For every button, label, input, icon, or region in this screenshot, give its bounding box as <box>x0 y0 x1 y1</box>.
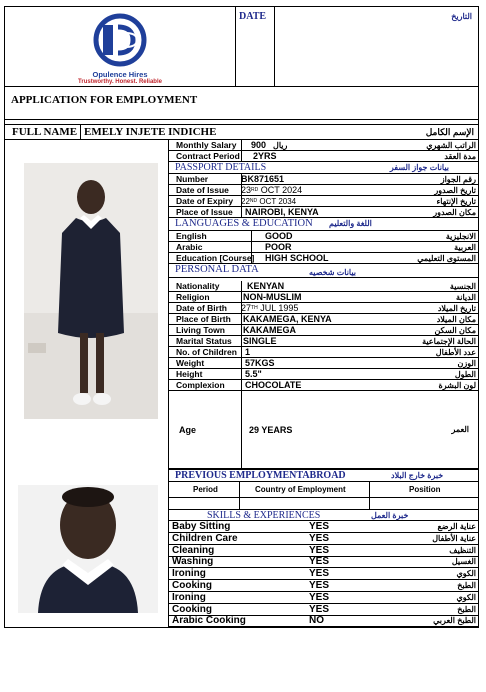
skill-name: Cooking <box>172 603 212 615</box>
personal-section-header <box>169 264 479 278</box>
education-label-ar: المستوى التعليمي <box>417 254 476 263</box>
date-field[interactable] <box>274 6 275 86</box>
expiry-date-value: 22ND OCT 2034 <box>241 197 297 206</box>
arabic-label-ar: العربية <box>454 243 476 252</box>
skill-row <box>169 580 479 592</box>
arabic-value: POOR <box>265 242 292 252</box>
portrait-photo <box>18 485 158 613</box>
arabic-label: Arabic <box>176 242 203 252</box>
children-value: 1 <box>245 347 251 357</box>
skill-row <box>169 604 479 616</box>
full-name-divider <box>80 124 81 140</box>
education-row <box>169 253 479 264</box>
english-label-ar: الانجليزية <box>445 232 476 241</box>
skill-name-ar: الغسيل <box>451 557 476 567</box>
skill-row <box>169 568 479 580</box>
nationality-value: KENYAN <box>247 281 285 291</box>
skill-name: Cooking <box>172 580 212 591</box>
date-of-birth-value: 27TH JUL 1995 <box>241 303 299 313</box>
employment-table-body <box>169 498 479 510</box>
height-label-ar: الطول <box>454 370 476 379</box>
place-of-birth-label-ar: مكان الميلاد <box>436 315 476 324</box>
living-town-row <box>169 325 479 336</box>
skill-value: YES <box>309 556 330 568</box>
nationality-label-ar: الجنسية <box>449 282 476 291</box>
header-divider <box>235 6 236 86</box>
passport-number-label: Number <box>176 174 209 184</box>
full-name-label: FULL NAME <box>12 126 78 138</box>
english-row <box>169 231 479 242</box>
skill-value: YES <box>309 544 330 556</box>
weight-value: 57KGS <box>245 358 275 368</box>
skill-name-ar: الطبخ <box>457 581 476 590</box>
monthly-salary-row <box>169 140 479 151</box>
religion-label-ar: الديانة <box>455 293 476 302</box>
previous-employment-header <box>169 469 479 482</box>
skill-name: Cleaning <box>172 544 215 556</box>
personal-section-title-ar: بيانات شخصيه <box>309 268 357 277</box>
monthly-salary-unit: ريال <box>273 141 288 150</box>
complexion-label-ar: لون البشرة <box>438 381 476 390</box>
expiry-date-label-ar: تاريخ الإنتهاء <box>436 197 476 206</box>
languages-section-title-ar: اللغة والتعليم <box>329 219 372 228</box>
skill-name: Washing <box>172 556 214 568</box>
religion-label: Religion <box>176 292 210 302</box>
children-label: No. of Children <box>176 347 237 357</box>
skill-name: Children Care <box>172 532 238 544</box>
employment-col-country: Country of Employment <box>255 485 346 494</box>
education-value: HIGH SCHOOL <box>265 253 329 263</box>
full-name-label-ar: الإسم الكامل <box>425 127 474 137</box>
full-body-photo <box>24 163 158 419</box>
skill-row <box>169 592 479 604</box>
english-value: GOOD <box>265 231 293 241</box>
date-of-birth-label: Date of Birth <box>176 303 227 313</box>
height-row <box>169 369 479 380</box>
skill-value: YES <box>309 603 330 615</box>
skill-row <box>169 545 479 557</box>
marital-status-label: Marital Status <box>176 336 232 346</box>
place-of-birth-row <box>169 314 479 325</box>
skills-section-header <box>169 510 479 521</box>
nationality-row <box>169 281 479 292</box>
english-label: English <box>176 231 207 241</box>
issue-date-label: Date of Issue <box>176 185 229 195</box>
monthly-salary-label-ar: الراتب الشهري <box>426 141 476 150</box>
expiry-date-label: Date of Expiry <box>176 196 234 206</box>
nationality-label: Nationality <box>176 281 220 291</box>
monthly-salary-label: Monthly Salary <box>176 140 237 150</box>
skill-name-ar: عناية الأطفال <box>432 533 476 543</box>
issue-date-row <box>169 185 479 196</box>
weight-label-ar: الوزن <box>457 359 476 368</box>
skill-name-ar: الطبخ <box>457 604 476 614</box>
skill-row <box>169 521 479 533</box>
marital-status-row <box>169 336 479 347</box>
application-title: APPLICATION FOR EMPLOYMENT <box>11 94 198 106</box>
employment-col-position: Position <box>409 485 441 494</box>
logo-block <box>5 7 235 87</box>
place-of-issue-row <box>169 207 479 218</box>
skill-name-ar: الكوي <box>456 592 476 602</box>
children-label-ar: عدد الأطفال <box>435 348 476 357</box>
skill-value: NO <box>309 615 324 627</box>
logo-tagline: Trustworthy. Honest. Reliable <box>78 79 162 85</box>
age-row <box>169 391 479 469</box>
height-label: Height <box>176 369 203 379</box>
skill-name: Ironing <box>172 568 206 580</box>
education-label: Education [Course] <box>176 253 255 263</box>
skill-value: YES <box>309 521 330 532</box>
skill-name: Ironing <box>172 591 206 603</box>
employment-col-period: Period <box>193 485 218 494</box>
religion-row <box>169 292 479 303</box>
passport-number-value: BK871651 <box>241 174 285 184</box>
passport-section-title: PASSPORT DETAILS <box>175 162 267 173</box>
complexion-label: Complexion <box>176 380 225 390</box>
skill-value: YES <box>309 568 330 580</box>
marital-status-label-ar: الحالة الإجتماعية <box>422 337 476 346</box>
issue-date-value: 23RD OCT 2024 <box>241 185 303 195</box>
portrait-photo-icon <box>18 485 158 613</box>
passport-section-title-ar: بيانات جواز السفر <box>389 163 449 172</box>
contract-period-value: 2YRS <box>253 151 277 161</box>
contract-period-row <box>169 151 479 162</box>
contract-period-label: Contract Period <box>176 151 240 161</box>
monthly-salary-value: 900 <box>251 140 267 150</box>
languages-section-title: LANGUAGES & EDUCATION <box>175 218 313 229</box>
skill-row <box>169 556 479 568</box>
place-of-issue-label: Place of Issue <box>176 207 233 217</box>
complexion-row <box>169 380 479 391</box>
full-name-value: EMELY INJETE INDICHE <box>84 126 217 138</box>
place-of-issue-value: NAIROBI, KENYA <box>245 207 319 217</box>
issue-date-label-ar: تاريخ الصدور <box>434 186 476 195</box>
weight-label: Weight <box>176 358 205 368</box>
date-label: DATE <box>239 11 267 22</box>
living-town-label: Living Town <box>176 325 225 335</box>
skill-name: Baby Sitting <box>172 521 231 532</box>
height-value: 5.5" <box>245 369 262 379</box>
opulence-logo-icon <box>85 13 155 68</box>
living-town-value: KAKAMEGA <box>243 325 296 335</box>
weight-row <box>169 358 479 369</box>
languages-section-header <box>169 218 479 231</box>
age-value: 29 YEARS <box>249 425 293 435</box>
skills-section-title-ar: خبرة العمل <box>371 511 409 520</box>
skill-name-ar: الطبخ العربي <box>433 616 476 626</box>
skill-row <box>169 615 479 627</box>
previous-employment-title: PREVIOUS EMPLOYMENTABROAD <box>175 470 346 481</box>
religion-value: NON-MUSLIM <box>243 292 302 302</box>
complexion-value: CHOCOLATE <box>245 380 302 390</box>
place-of-issue-label-ar: مكان الصدور <box>433 208 476 217</box>
date-of-birth-label-ar: تاريخ الميلاد <box>437 304 476 313</box>
contract-period-label-ar: مدة العقد <box>444 152 476 161</box>
place-of-birth-label: Place of Birth <box>176 314 231 324</box>
passport-number-row <box>169 174 479 185</box>
skill-name-ar: التنظيف <box>449 545 476 555</box>
previous-employment-title-ar: خبرة خارج البلاد <box>391 471 444 480</box>
skill-name-ar: عناية الرضع <box>437 522 476 531</box>
date-label-ar: التاريخ <box>451 12 472 21</box>
children-row <box>169 347 479 358</box>
arabic-row <box>169 242 479 253</box>
age-label-ar: العمر <box>451 425 469 434</box>
person-photo-icon <box>24 163 158 419</box>
skill-name: Arabic Cooking <box>172 615 246 627</box>
age-label: Age <box>179 425 197 435</box>
logo-name: Opulence Hires <box>92 70 148 79</box>
skill-name-ar: الكوي <box>456 569 476 579</box>
employment-table-header <box>169 482 479 498</box>
skills-section-title: SKILLS & EXPERIENCES <box>207 510 321 521</box>
living-town-label-ar: مكان السكن <box>434 326 476 335</box>
expiry-date-row <box>169 196 479 207</box>
personal-section-title: PERSONAL DATA <box>175 264 259 275</box>
skill-row <box>169 533 479 545</box>
skill-value: YES <box>309 532 330 544</box>
date-of-birth-row <box>169 303 479 314</box>
skill-value: YES <box>309 591 330 603</box>
passport-section-header <box>169 162 479 174</box>
marital-status-value: SINGLE <box>243 336 277 346</box>
skill-value: YES <box>309 580 330 591</box>
place-of-birth-value: KAKAMEGA, KENYA <box>243 314 332 324</box>
passport-number-label-ar: رقم الجواز <box>440 175 476 184</box>
